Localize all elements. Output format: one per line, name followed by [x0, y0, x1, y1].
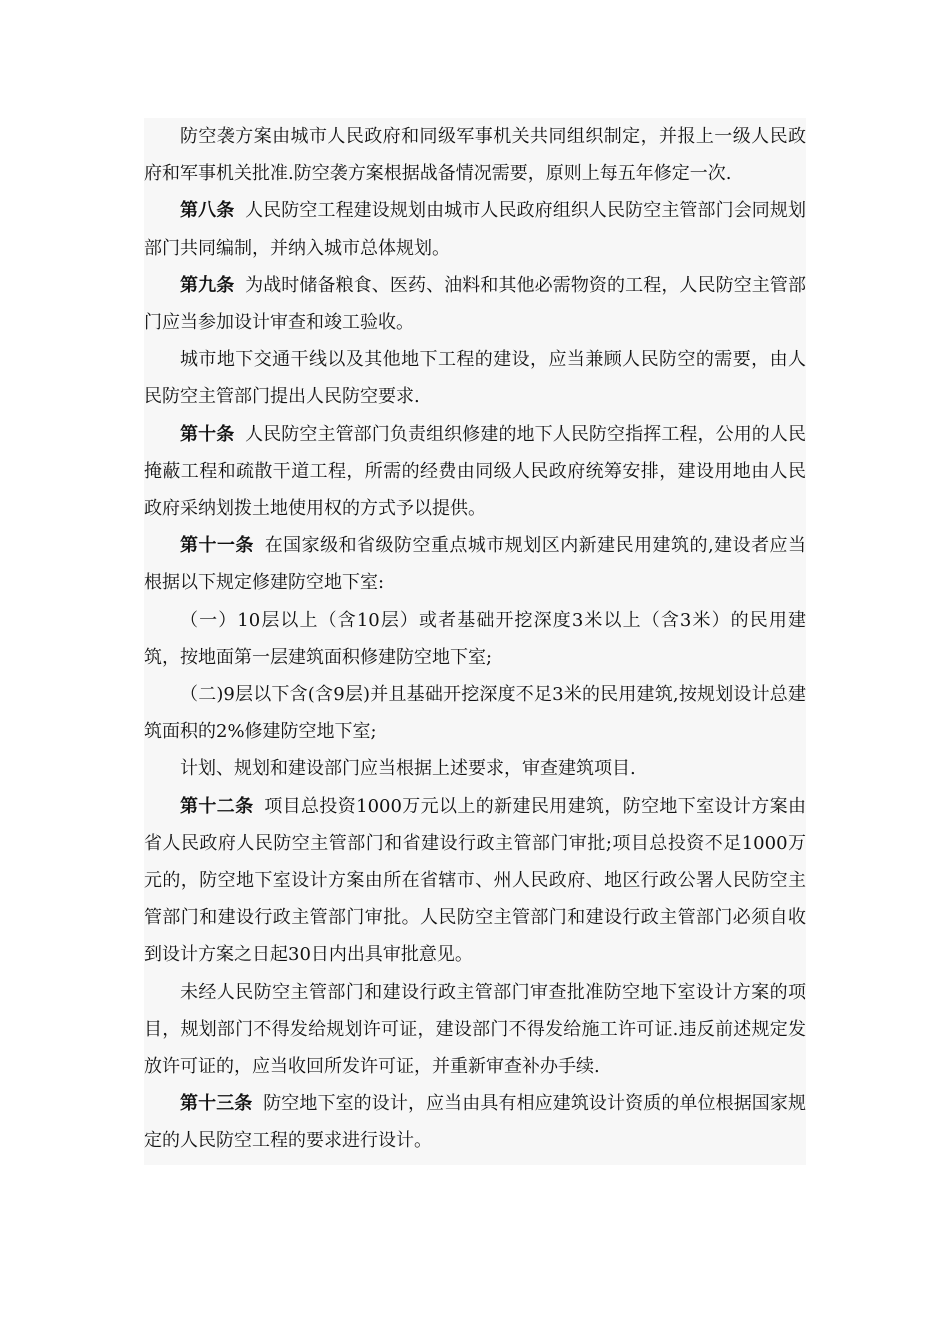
paragraph-text: （二)9层以下含(含9层)并且基础开挖深度不足3米的民用建筑,按规划设计总建筑面积的2%修建防空地下室;	[144, 684, 806, 743]
paragraph-text: 未经人民防空主管部门和建设行政主管部门审查批准防空地下室设计方案的项目，规划部门不得发给规划许可证，建设部门不得发给施工许可证.违反前述规定发放许可证的，应当收回所发许可证，并重新审查补办手续.	[144, 981, 806, 1078]
paragraph	[144, 527, 806, 601]
paragraph	[144, 118, 806, 192]
document-body	[144, 118, 806, 1165]
paragraph	[144, 788, 806, 974]
paragraph	[144, 974, 806, 1086]
paragraph	[144, 416, 806, 528]
paragraph	[144, 1085, 806, 1159]
paragraph-text: 城市地下交通干线以及其他地下工程的建设，应当兼顾人民防空的需要，由人民防空主管部门提出人民防空要求.	[144, 349, 806, 408]
article-heading: 第十三条	[180, 1093, 253, 1115]
paragraph-text: 计划、规划和建设部门应当根据上述要求，审查建筑项目.	[180, 758, 636, 780]
paragraph	[144, 192, 806, 266]
paragraph	[144, 267, 806, 341]
article-heading: 第八条	[180, 200, 235, 222]
paragraph	[144, 341, 806, 415]
paragraph-text: 项目总投资1000万元以上的新建民用建筑，防空地下室设计方案由省人民政府人民防空主管部门和省建设行政主管部门审批;项目总投资不足1000万元的，防空地下室设计方案由所在省辖市、州人民政府、地区行政公署人民防空主管部门和建设行政主管部门审批。人民防空主管部门和建设行政主管部门必须自收到设计方案之日起30日内出具审批意见。	[144, 795, 807, 966]
paragraph	[144, 750, 806, 787]
article-heading: 第九条	[180, 274, 235, 296]
paragraph-text: 防空袭方案由城市人民政府和同级军事机关共同组织制定，并报上一级人民政府和军事机关批准.防空袭方案根据战备情况需要，原则上每五年修定一次.	[144, 126, 806, 185]
paragraph-text: 人民防空工程建设规划由城市人民政府组织人民防空主管部门会同规划部门共同编制，并纳入城市总体规划。	[144, 200, 807, 259]
paragraph	[144, 676, 806, 750]
paragraph-text: 在国家级和省级防空重点城市规划区内新建民用建筑的,建设者应当根据以下规定修建防空地下室:	[144, 535, 807, 594]
article-heading: 第十二条	[180, 795, 254, 817]
paragraph-text: 人民防空主管部门负责组织修建的地下人民防空指挥工程，公用的人民掩蔽工程和疏散干道工程，所需的经费由同级人民政府统筹安排，建设用地由人民政府采纳划拨土地使用权的方式予以提供。	[144, 423, 807, 520]
paragraph-text: 为战时储备粮食、医药、油料和其他必需物资的工程，人民防空主管部门应当参加设计审查和竣工验收。	[144, 274, 807, 334]
paragraph-text: 防空地下室的设计，应当由具有相应建筑设计资质的单位根据国家规定的人民防空工程的要求进行设计。	[144, 1093, 806, 1152]
paragraph-text: （一）10层以上（含10层）或者基础开挖深度3米以上（含3米）的民用建筑，按地面第一层建筑面积修建防空地下室;	[144, 609, 806, 668]
article-heading: 第十条	[180, 423, 235, 445]
article-heading: 第十一条	[180, 535, 254, 557]
paragraph	[144, 602, 806, 676]
